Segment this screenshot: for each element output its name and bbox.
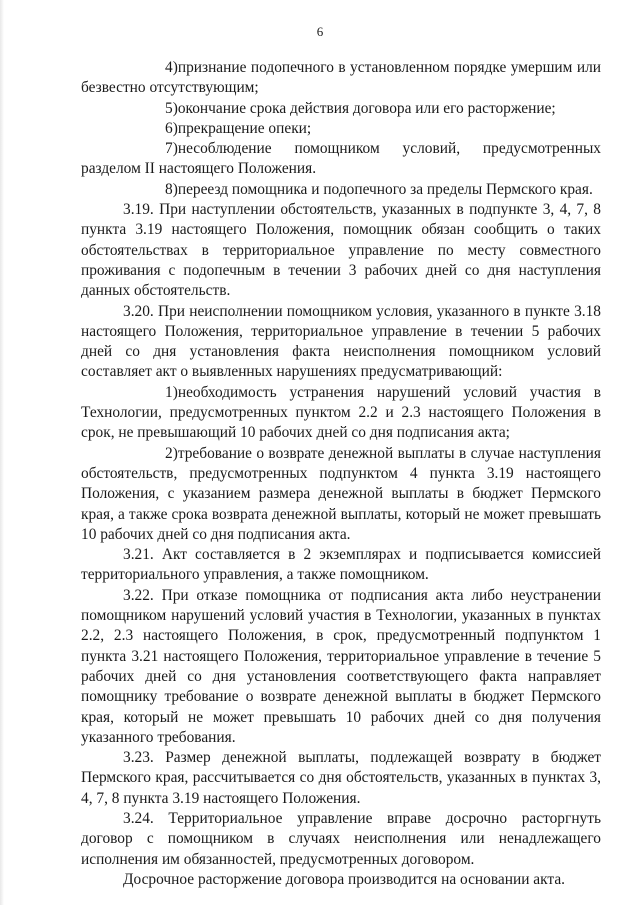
list-item-text: несоблюдение помощником условий, предусмотренных разделом II настоящего Положения. <box>81 140 601 178</box>
paragraph: 3.23. Размер денежной выплаты, подлежащей возврату в бюджет Пермского края, рассчитывается со дня обстоятельств, указанных в пунктах 3, 4, 7, 8 пункта 3.19 настоящего Положения. <box>81 749 601 807</box>
paragraph: Досрочное расторжение договора производится на основании акта. <box>123 870 566 888</box>
scan-edge <box>0 0 4 905</box>
list-item-text: переезд помощника и подопечного за пределы Пермского края. <box>177 180 593 198</box>
list-item <box>81 119 601 139</box>
list-item <box>81 444 601 545</box>
paragraph: 3.21. Акт составляется в 2 экземплярах и подписывается комиссией территориального управления, а также помощником. <box>81 546 601 584</box>
list-item-text: признание подопечного в установленном порядке умершим или безвестно отсутствующим; <box>81 59 601 97</box>
list-marker: 4) <box>165 59 178 76</box>
list-item-text: окончание срока действия договора или его расторжение; <box>177 99 556 117</box>
list-item-text: необходимость устранения нарушений условий участия в Технологии, предусмотренных пунктом 2.2 и 2.3 настоящего Положения в срок, не превышающий 10 рабочих дней со дня подписания акта; <box>81 383 601 442</box>
list-marker: 1) <box>165 383 178 401</box>
list-item <box>81 139 601 180</box>
list-item <box>81 58 601 99</box>
list-item-text: требование о возврате денежной выплаты в случае наступления обстоятельств, предусмотренных подпунктом 4 пункта 3.19 настоящего Положения, с указанием размера денежной выплаты в бюджет Пермского края, а также срока возврата денежной выплаты, который не может превышать 10 рабочих дней со дня подписания акта. <box>81 444 601 543</box>
list-item <box>81 99 601 119</box>
list-marker: 8) <box>165 180 178 198</box>
page-number: 6 <box>316 24 324 39</box>
document-body <box>81 58 601 890</box>
list-marker: 6) <box>165 119 178 137</box>
list-marker: 5) <box>165 99 178 117</box>
list-item <box>81 180 601 200</box>
list-item <box>81 383 601 444</box>
paragraph: 3.22. При отказе помощника от подписания акта либо неустранении помощником нарушений условий участия в Технологии, указанных в пунктах 2.2, 2.3 настоящего Положения, в срок, предусмотренный подпунктом 1 пункта 3.21 настоящего Положения, территориальное управление в течение 5 рабочих дней со дня установления соответствующего факта направляет помощнику требование о возврате денежной выплаты в бюджет Пермского края, который не может превышать 10 рабочих дней со дня получения указанного требования. <box>81 586 601 746</box>
paragraph: 3.24. Территориальное управление вправе досрочно расторгнуть договор с помощником в случаях неисполнения или ненадлежащего исполнения им обязанностей, предусмотренных договором. <box>81 809 601 868</box>
list-marker: 2) <box>165 444 178 462</box>
paragraph: 3.19. При наступлении обстоятельств, указанных в подпункте 3, 4, 7, 8 пункта 3.19 настоящего Положения, помощник обязан сообщить о таких обстоятельствах в территориальное управление по месту совместного проживания с подопечным в течении 3 рабочих дней со дня наступления данных обстоятельств. <box>81 201 601 300</box>
list-item-text: прекращение опеки; <box>177 119 312 137</box>
paragraph: 3.20. При неисполнении помощником условия, указанного в пункте 3.18 настоящего Положения, территориальное управление в течении 5 рабочих дней со дня установления факта неисполнения помощником условий составляет акт о выявленных нарушениях предусматривающий: <box>81 302 601 381</box>
list-marker: 7) <box>165 140 178 158</box>
